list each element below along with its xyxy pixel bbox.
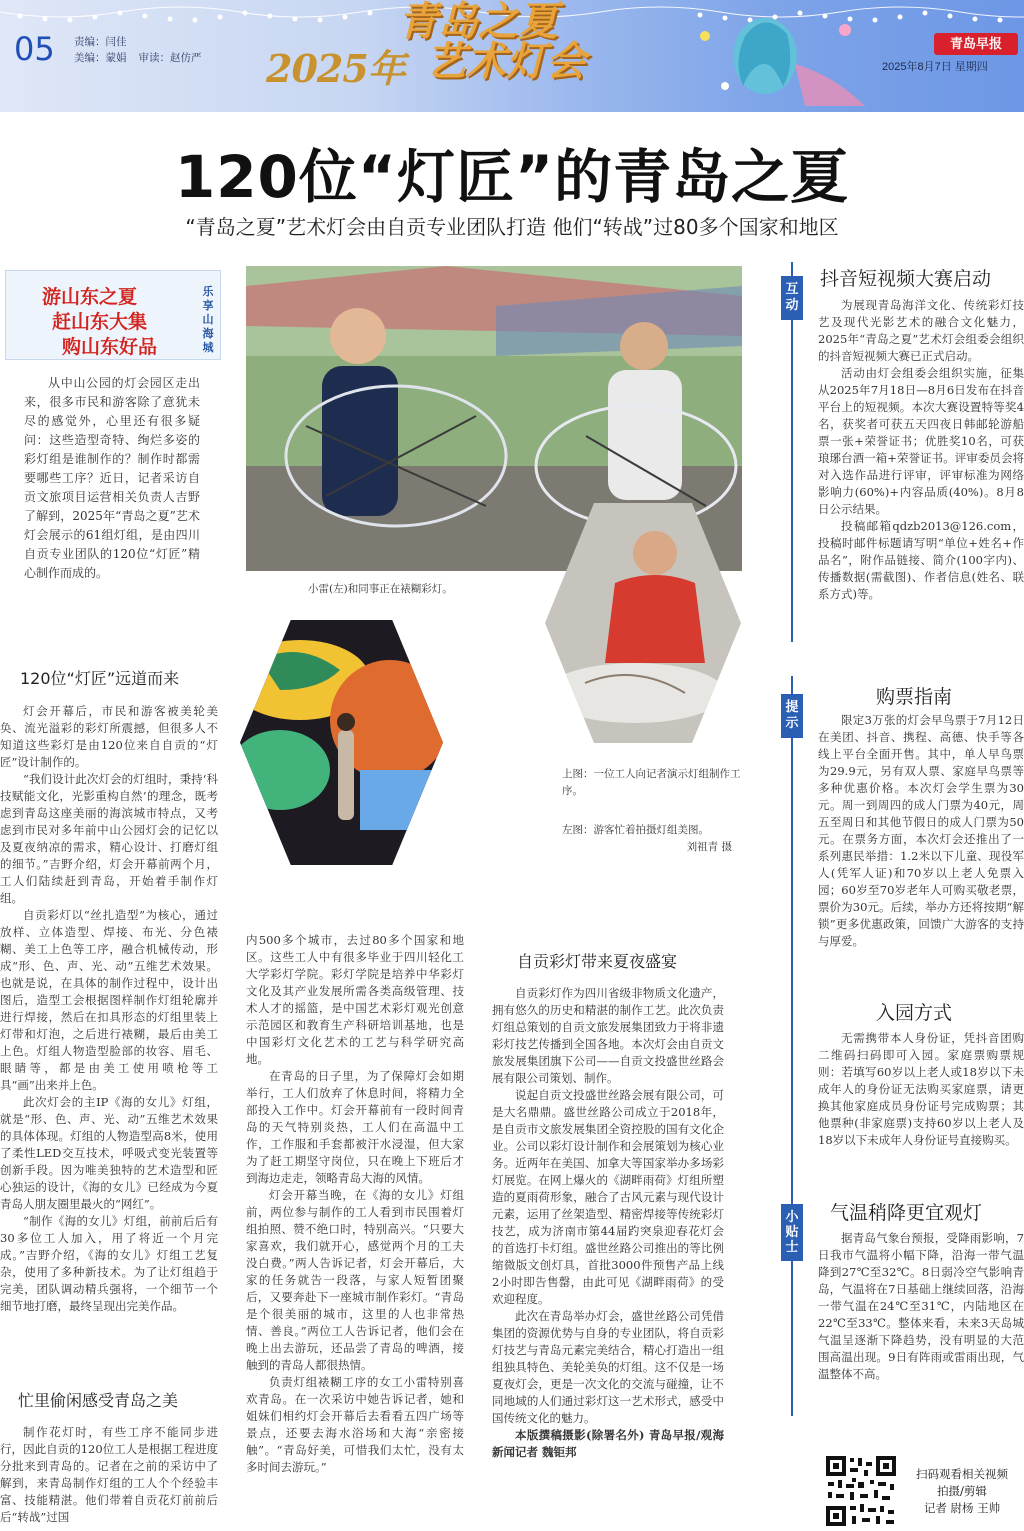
caption-left-photo: 左图：游客忙着拍摄灯组美图。: [562, 824, 709, 836]
sidebar-contest-body: 为展现青岛海洋文化、传统彩灯技艺及现代光影艺术的融合文化魅力，2025年“青岛之夏”艺术灯会组委会组织的抖音短视频大赛已正式启动。 活动由灯会组委会组织实施，征集从2025年7月18日—8月6日发布在抖音平台上的短视频。本次大赛设置特等奖4名，获奖者可获五天四夜日韩邮轮游船票一张+荣誉证书；优胜奖10名，可获琅琊台酒一箱+荣誉证书。评审委员会将对入选作品进行评审，评审标准为网络影响力(60%)+内容品质(40%)。8月8日公示结果。 投稿邮箱qdzb2013@126.com，投稿时邮件标题请写明“单位+姓名+作品名”，附作品链接、简介(100字内)、传播数据(需截图)、作者信息(姓名、联系方式)等。: [818, 298, 1024, 601]
event-logo: [398, 0, 586, 85]
mermaid-illustration: [645, 6, 895, 112]
credit-art: 美编：蒙娟: [74, 52, 127, 64]
sidebar-title-contest: 抖音短视频大赛启动: [820, 268, 992, 290]
sidebar-title-tickets: 购票指南: [876, 686, 953, 708]
sidebar-weather-body: 据青岛气象台预报，受降雨影响，7日我市气温将小幅下降，沿海一带气温降到27℃至32℃。8日弱冷空气影响青岛，气温将在7日基础上继续回落，沿海一带气温在24℃至31℃，内陆地区在22℃至33℃。整体来看，未来3天岛城气温呈逐渐下降趋势，没有明显的大范围高温出现。9日有阵雨或雷雨出现，气温整体不高。: [818, 1231, 1024, 1381]
qr-caption-line-2: 拍摄/剪辑: [937, 1484, 987, 1498]
tab-tips: 小贴士: [781, 1204, 803, 1261]
photo-credit: 刘祖青 摄: [686, 841, 732, 853]
credit-editor: 责编：闫佳: [74, 36, 127, 48]
sidebar-entry-body: 无需携带本人身份证，凭抖音团购二维码扫码即可入园。家庭票购票规则：若填写60岁以上老人或18岁以下未成年人的身份证无法购买家庭票，请更换其他家庭成员身份证号完成购票；其他票种(非家庭票)支持60岁以上老人及18岁以下未成年人身份证号直接购买。: [818, 1031, 1024, 1147]
logo-line-1: 青岛之夏: [398, 0, 558, 45]
tab-interaction: 互动: [781, 276, 803, 320]
page-headline: 120位“灯匠”的青岛之夏: [174, 143, 850, 211]
credit-review: 审读：赵仿严: [138, 52, 202, 64]
publication-date: 2025年8月7日 星期四: [882, 61, 988, 73]
promo-side-text: 乐享山海城: [202, 285, 214, 354]
section-title-2: 忙里偷闲感受青岛之美: [18, 1391, 179, 1410]
photo-caption-right-left: [562, 822, 742, 856]
sidebar-title-weather: 气温稍降更宜观灯: [830, 1202, 983, 1224]
lead-paragraph: 从中山公园的灯会园区走出来，很多市民和游客除了意犹未尽的感觉外，心里还有很多疑问：这些造型奇特、绚烂多姿的彩灯组是谁制作的？制作时都需要哪些工序？近日，记者采访自贡文旅项目运营相关负责人吉野了解到，2025年“青岛之夏”艺术灯会展示的61组灯组，是由四川自贡专业团队的120位“灯匠”精心制作而成的。: [24, 376, 200, 580]
promo-line-2: 赶山东大集: [52, 311, 148, 333]
promo-slogan: [42, 285, 157, 360]
promo-line-1: 游山东之夏: [42, 286, 138, 308]
promo-banner: [5, 270, 221, 360]
qr-code[interactable]: [824, 1454, 898, 1528]
sidebar-title-entry: 入园方式: [876, 1002, 953, 1024]
page-number: 05: [14, 30, 55, 68]
logo-year: 2025年: [266, 46, 405, 91]
column-2-body: 内500多个城市，去过80多个国家和地区。这些工人中有很多毕业于四川轻化工大学彩灯学院。彩灯学院是培养中华彩灯文化及其产业发展所需各类高级管理、技术人才的摇篮，是中国艺术彩灯观光创意示范园区和教育生产科研培训基地，也是中国彩灯文化艺术的工艺与科学研究高地。 在青岛的日子里，为了保障灯会如期举行，工人们放弃了休息时间，将精力全部投入工作中。灯会开幕前有一段时间青岛的天气特别炎热，工人们在高温中工作，工作服和手套都被汗水浸湿，但大家为了赶工期坚守岗位，只在晚上下班后才到海边走走，领略青岛大海的风情。 灯会开幕当晚，在《海的女儿》灯组前，两位参与制作的工人看到市民围着灯组拍照、赞不绝口时，特别高兴。“只要大家喜欢，我们就开心，感觉两个月的工夫没白费。”两人告诉记者，灯会开幕后，大家的任务就告一段落，与家人短暂团聚后，又要奔赴下一座城市制作彩灯。“青岛是个很美丽的城市，这里的人也非常热情、善良。”两位工人告诉记者，他们会在晚上出去游玩，还品尝了青岛的啤酒，接触到的青岛人都很热情。 负责灯组裱糊工序的女工小雷特别喜欢青岛。在一次采访中她告诉记者，她和姐妹们相约灯会开幕后去看看五四广场等景点，还要去海水浴场和大海“亲密接触”。“青岛好美，可惜我们太忙，没有太多时间去游玩。”: [246, 933, 464, 1474]
newspaper-brand-logo: 青岛早报: [934, 33, 1018, 55]
qr-caption-line-3: 记者 尉杨 王帅: [923, 1501, 1001, 1515]
qr-caption: [906, 1466, 1018, 1517]
article-byline: 本版撰稿摄影(除署名外) 青岛早报/观海新闻记者 魏钜邦: [492, 1428, 724, 1459]
section-title-1: 120位“灯匠”远道而来: [20, 669, 180, 688]
masthead: [0, 0, 1024, 112]
qr-caption-line-1: 扫码观看相关视频: [916, 1467, 1008, 1481]
section-2-body: 制作花灯时，有些工序不能同步进行，因此自贡的120位工人是根据工程进度分批来到青岛的。记者在之前的采访中了解到，来青岛制作灯组的工人个个经验丰富、技能精湛。他们带着自贡花灯前前后后“转战”过国: [0, 1425, 218, 1524]
section-title-3: 自贡彩灯带来夏夜盛宴: [517, 952, 678, 971]
promo-line-3: 购山东好品: [62, 336, 158, 358]
section-1-body: 灯会开幕后，市民和游客被美轮美奂、流光溢彩的彩灯所震撼，但很多人不知道这些彩灯是由120位来自自贡的“灯匠”设计制作的。 “我们设计此次灯会的灯组时，秉持‘科技赋能文化，光影重构自然’的理念，既考虑到青岛这座美丽的海滨城市特点，又考虑到市民对多年前中山公园灯会的记忆以及夏夜纳凉的需求，精心设计、打磨灯组的细节。”吉野介绍，灯会开幕前两个月，工人们陆续赶到青岛，开始着手制作灯组。 自贡彩灯以“丝扎造型”为核心，通过放样、立体造型、焊接、布光、分色裱糊、美工上色等工序，融合机械传动，形成“形、色、声、光、动”五维艺术效果。也就是说，在具体的制作过程中，设计出图后，造型工会根据图样制作灯组轮廓并进行焊接，然后在扣具形态的灯组里装上灯带和灯泡，之后进行裱糊，最后由美工上色。灯组人物造型脸部的妆容、眉毛、眼睛等，都是由美工使用喷枪等工具“画”出来并上色。 此次灯会的主IP《海的女儿》灯组，就是“形、色、声、光、动”五维艺术效果的具体体现。灯组的人物造型高8米，使用了柔性LED交互技术，呼吸式变光装置等创新手段。因为唯美独特的艺术造型和匠心独运的设计，《海的女儿》已经成为今夏青岛人朋友圈里最火的“网红”。 “制作《海的女儿》灯组，前前后后有30多位工人加入，用了将近一个月完成。”吉野介绍，《海的女儿》灯组工艺复杂，使用了多种新技术。为了让灯组趋于完美，团队调动精兵强将，一个细节一个细节地打磨，最终呈现出完美作品。: [0, 704, 218, 1313]
photo-caption-right-top: 上图：一位工人向记者演示灯组制作工序。: [562, 768, 741, 797]
page-subheadline: “青岛之夏”艺术灯会由自贡专业团队打造 他们“转战”过80多个国家和地区: [185, 215, 839, 239]
photo-caption-top: 小雷(左)和同事正在裱糊彩灯。: [308, 583, 453, 595]
sidebar-tickets-body: 限定3万张的灯会早鸟票于7月12日在美团、抖音、携程、高德、快手等各线上平台全面开售。其中，单人早鸟票为29.9元，另有双人票、家庭早鸟票等多种优惠价格。本次灯会学生票为30元。周一到周四的成人门票为40元，周五至周日和其他节假日的成人门票为50元。在票务方面，本次灯会还推出了一系列惠民举措：1.2米以下儿童、现役军人(凭军人证)和70岁以上老人免票入园；60岁至70岁老年人可购买敬老票，票价为30元。后续，举办方还将按期“解锁”更多优惠政策，回馈广大游客的支持与厚爱。: [818, 713, 1024, 948]
tab-notice: 提示: [781, 694, 803, 738]
photo-visitor-with-lanterns: [240, 620, 443, 865]
sidebar-rule-2: [791, 676, 793, 1196]
page-credits: [74, 34, 274, 66]
logo-line-2: 艺术灯会: [426, 38, 586, 85]
section-3-body: 自贡彩灯作为四川省级非物质文化遗产，拥有悠久的历史和精湛的制作工艺。此次负责灯组总策划的自贡文旅发展集团致力于将非遗彩灯技艺传播到全国各地。本次灯会由自贡文旅发展集团旗下公司——自贡文投盛世丝路会展有限公司策划、制作。 说起自贡文投盛世丝路会展有限公司，可是大名鼎鼎。盛世丝路公司成立于2018年，是自贡市文旅发展集团全资控股的国有文化企业。公司以彩灯设计制作和会展策划为核心业务。近两年在美国、加拿大等国家举办多场彩灯展览。在网上爆火的《湖畔雨荷》灯组所塑造的夏雨荷形象，融合了古风元素与现代设计元素，运用了丝架造型、精密焊接等传统彩灯技艺，成为济南市第44届趵突泉迎春花灯会的首选打卡灯组。盛世丝路公司推出的等比例缩微版文创灯具，首批3000件预售产品上线2小时即告售罄，由此可见《湖畔雨荷》的受欢迎程度。 此次在青岛举办灯会，盛世丝路公司凭借集团的资源优势与自身的专业团队，将自贡彩灯技艺与青岛元素完美结合，精心打造出一组组独具特色、美轮美奂的灯组。这不仅是一场夏夜灯会，更是一次文化的交流与碰撞，让不同地域的人们通过彩灯这一艺术形式，感受中国传统文化的魅力。 本版撰稿摄影(除署名外) 青岛早报/观海新闻记者 魏钜邦: [492, 986, 724, 1459]
